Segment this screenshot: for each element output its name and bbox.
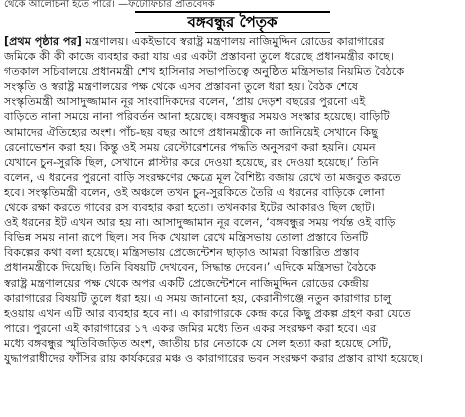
article-line: গতকাল সচিবালয়ে প্রধানমন্ত্রী শেখ হাসিনার সভাপতিত্বে অনুষ্ঠিত মন্ত্রিসভার নিয়মিত বৈঠকে <box>4 65 405 79</box>
article-line: বিভিন্ন সময় নানা রূপে ছিল। সব দিক খেয়াল রেখে মন্ত্রিসভায় তোলা প্রস্তাবে তিনটি <box>4 231 369 245</box>
article-line: হবে। সংস্কৃতিমন্ত্রী বলেন, ওই অঞ্চলে তখন চুন-সুরকিতে তৈরি এ ধরনের বাড়িকে লোনা <box>4 185 385 199</box>
article-line: রেনোভেশন করা হয়। কিন্তু ওই সময় রেস্টোরেশনের পদ্ধতি অনুসরণ করা হয়নি। যেমন <box>4 140 376 154</box>
article-line-text: মন্ত্রণালয়। একইভাবে স্বরাষ্ট্র মন্ত্রণালয় নাজিমুদ্দিন রোডের কারাগারের <box>81 35 385 48</box>
continuation-marker: [প্রথম পৃষ্ঠার পর] <box>4 35 82 48</box>
article-line: পারে। পুরনো এই কারাগারের ১৭ একর জমির মধ্যে তিন একর সংরক্ষণ করা হবে। এর <box>4 321 377 335</box>
article-line: প্রধানমন্ত্রীকে দিয়েছি। তিনি বিষয়টি দেখবেন, সিদ্ধান্ত দেবেন।’ এদিকে মন্ত্রিসভা বৈঠকে <box>4 261 377 275</box>
article-line: সংস্কৃতিমন্ত্রী আসাদুজ্জামান নূর সাংবাদিকদের বলেন, ‘প্রায় দেড়শ বছরের পুরনো এই <box>4 95 366 109</box>
headline-box <box>135 11 330 33</box>
article-line: হওয়ায় এখন এটি আর ব্যবহার হবে না। এ কারাগারকে কেন্দ্র করে কিছু প্রকল্প গ্রহণ করা যেতে <box>4 306 411 320</box>
previous-article-fragment: থেকে আলোচনা হতে পারে। —ফটোফিচার প্রতিবেদক <box>4 0 215 10</box>
article-line: মধ্যে বঙ্গবন্ধুর স্মৃতিবিজড়িত অংশ, জাতীয় চার নেতাকে যে সেল হত্যা করা হয়েছে সেটি, <box>4 336 392 350</box>
article-headline: বঙ্গবন্ধুর পৈতৃক <box>187 13 278 31</box>
article-line: থেকে রক্ষা করতে গাবের রস ব্যবহার করা হতো। তখনকার ইটের আকারও ছিল ছোট। <box>4 201 376 215</box>
article-line: যেখানে চুন-সুরকি ছিল, সেখানে প্লাস্টার করে দেওয়া হয়েছে, রং দেওয়া হয়েছে।’ তিনি <box>4 155 379 169</box>
article-line: সংস্কৃতি ও স্বরাষ্ট্র মন্ত্রণালয়ের পক্ষ থেকে এসব প্রস্তাবনা তুলে ধরা হয়। বৈঠক শেষে <box>4 80 359 94</box>
article-line: স্বরাষ্ট্র মন্ত্রণালয়ের পক্ষ থেকে অপর একটি প্রেজেন্টেশনে নাজিমুদ্দিন রোডের কেন্দ্রীয় <box>4 276 369 290</box>
article-line <box>4 34 462 49</box>
article-line: আমাদের ঐতিহ্যের অংশ। পাঁচ-ছয় বছর আগে প্রধানমন্ত্রীকে না জানিয়েই সেখানে কিছু <box>4 125 378 139</box>
article-line: বলেন, এ ধরনের পুরনো বাড়ি সংরক্ষণের ক্ষেত্রে মূল বৈশিষ্ট্য বজায় রেখে তা মজবুত করতে <box>4 170 401 184</box>
article-line: ওই ধরনের ইট এখন আর হয় না। আসাদুজ্জামান নূর বলেন, ‘বঙ্গবন্ধুর সময় পর্যন্ত ওই বাড়ি <box>4 216 396 230</box>
article-line: বাড়িতে নানা সময়ে নানা পরিবর্তন আনা হয়েছে। বঙ্গবন্ধুর সময়ও সংস্কার হয়েছে। বাড়িটি <box>4 110 390 124</box>
article-line: বিকল্পের কথা বলা হয়েছে। মন্ত্রিসভায় প্রেজেন্টেশন ছাড়াও আমরা বিস্তারিত প্রস্তাব <box>4 246 360 260</box>
article-body <box>4 34 462 414</box>
article-line: যুদ্ধাপরাধীদের ফাঁসির রায় কার্যকরের মঞ্চ ও কারাগারের ভবন সংরক্ষণ করার প্রস্তাব রাখা হয়েছে। <box>4 351 423 365</box>
article-line: কারাগারের বিষয়টি তুলে ধরা হয়। এ সময় জানানো হয়, কেরানীগঞ্জে নতুন কারাগার চালু <box>4 291 392 305</box>
article-line: জমিকে কী কী কাজে ব্যবহার করা যায় এর একটা প্রস্তাবনা তুলে ধরেছে প্রধানমন্ত্রীর কাছে। <box>4 50 394 64</box>
